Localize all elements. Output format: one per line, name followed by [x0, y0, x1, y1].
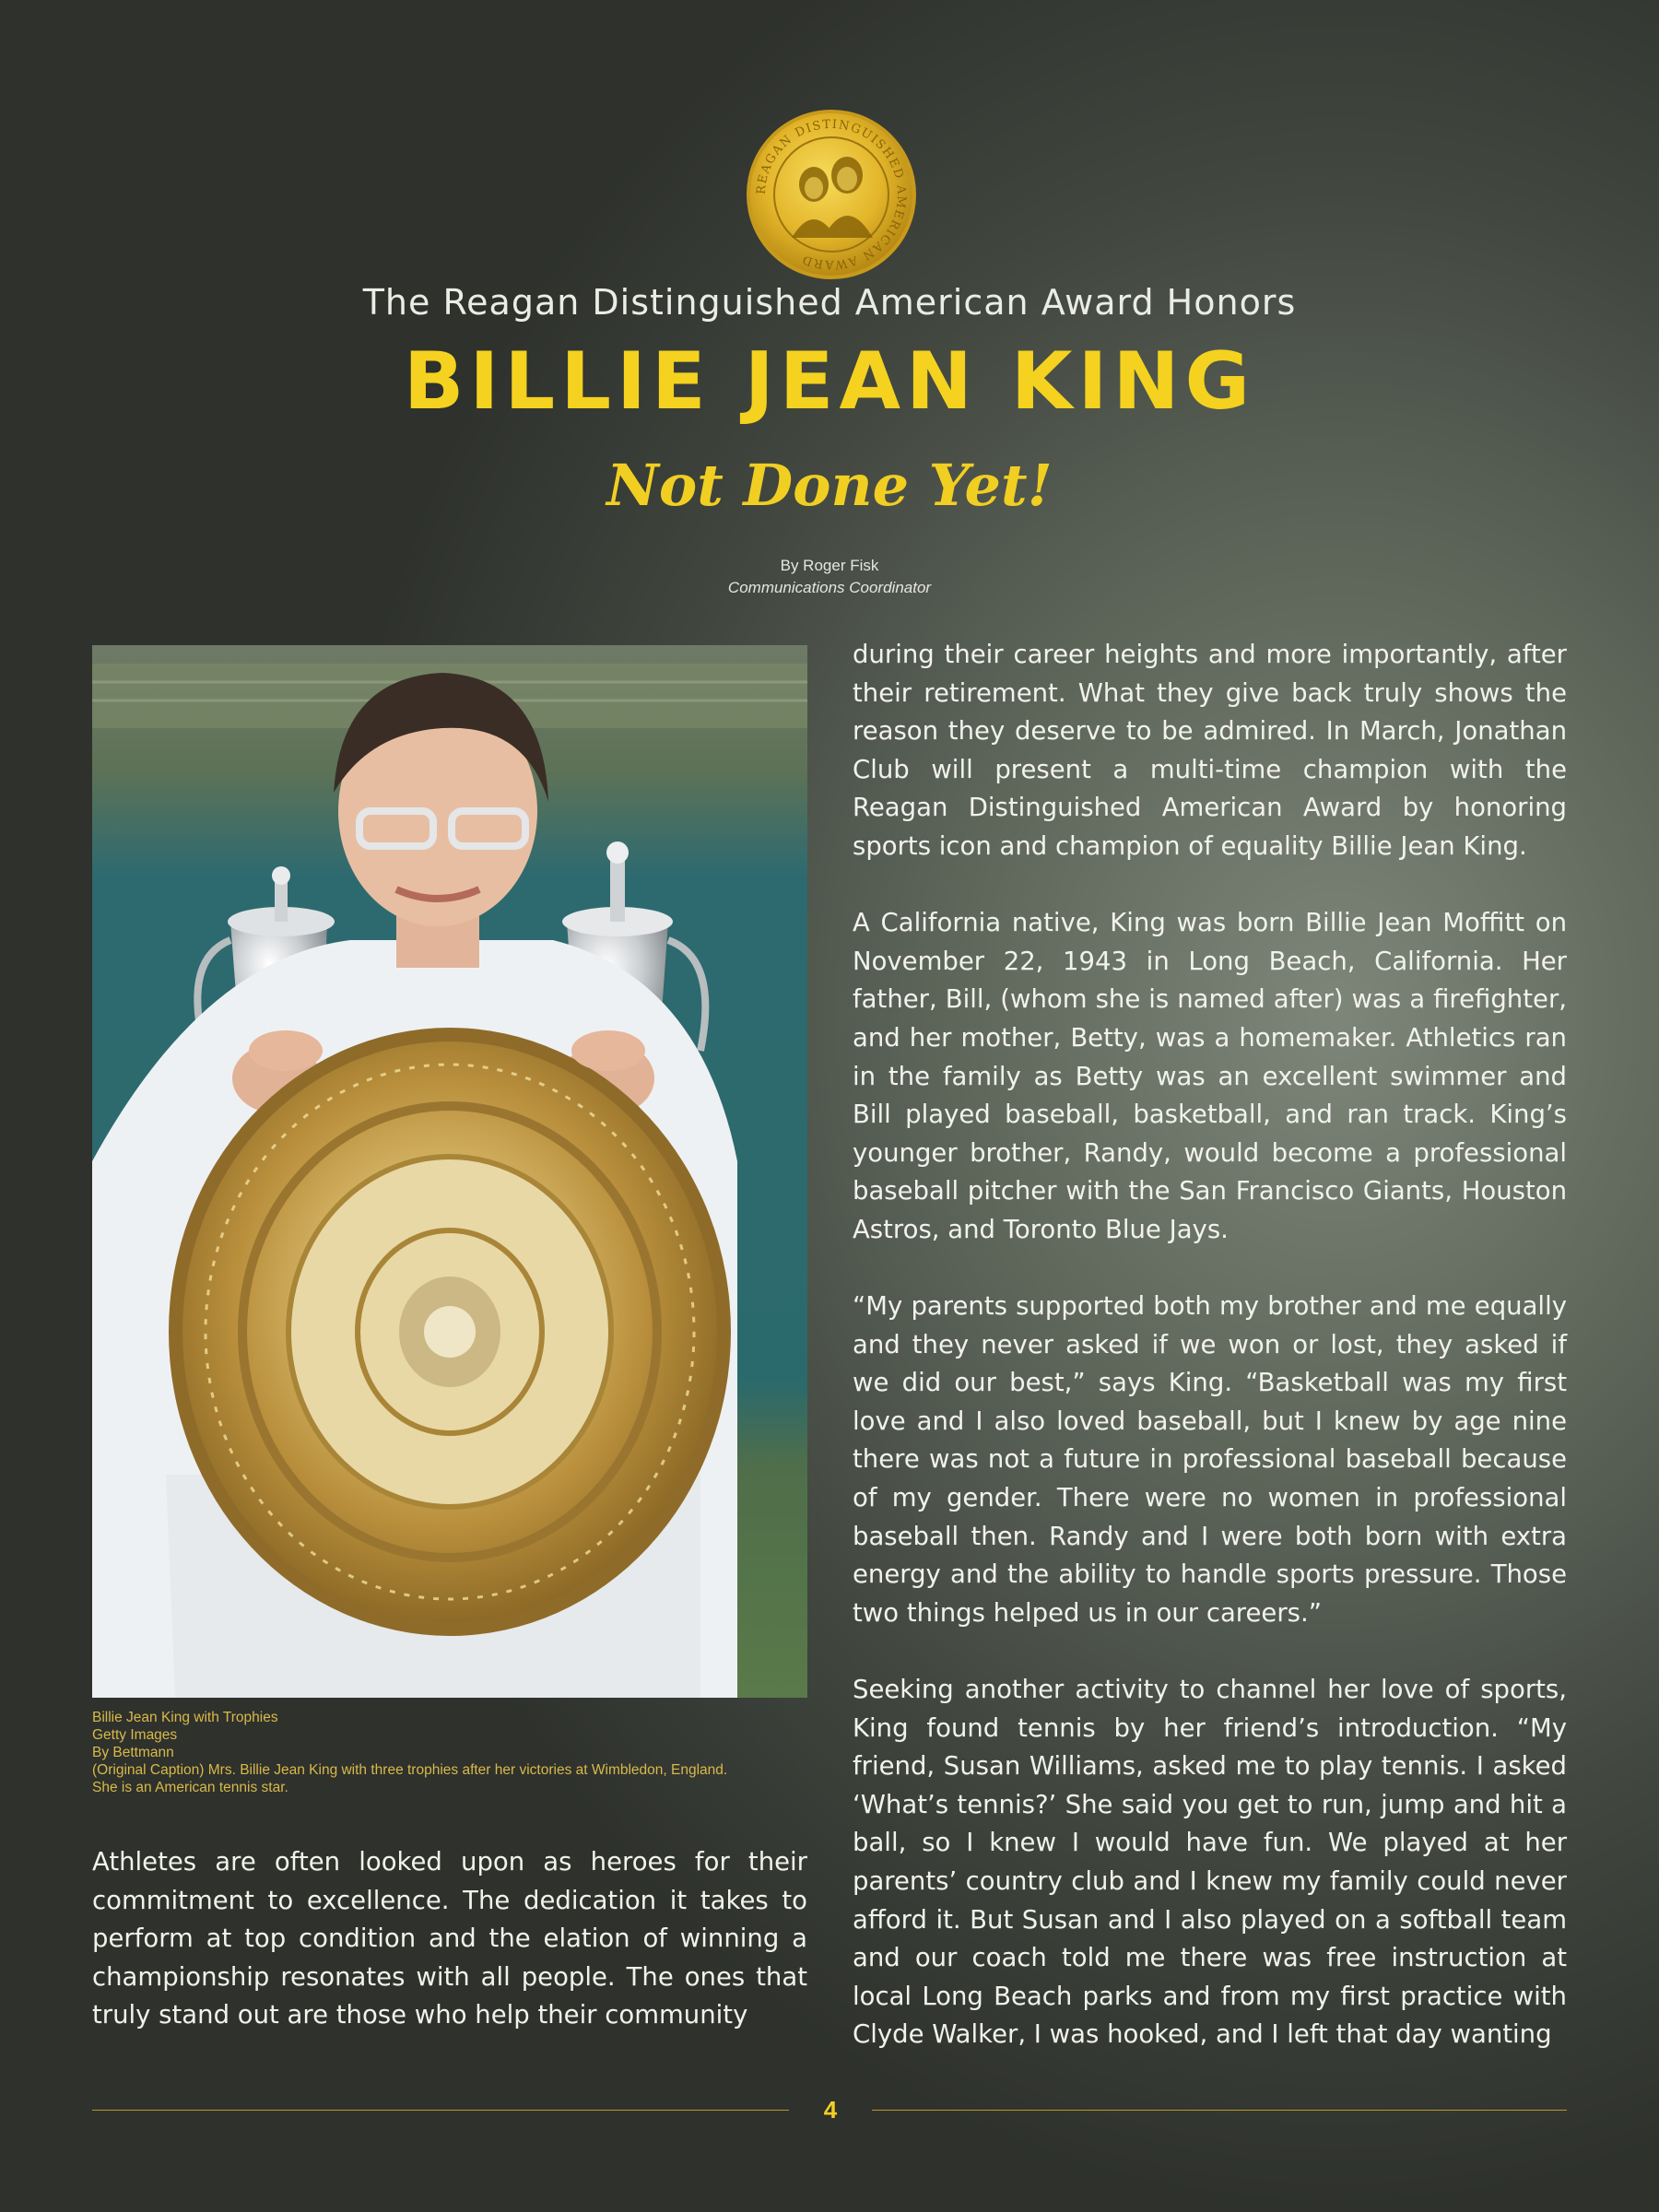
- article-column-left: [92, 1843, 807, 2035]
- byline: [0, 555, 1659, 599]
- article-subtitle: Not Done Yet!: [606, 452, 1053, 519]
- billie-jean-king-trophies-photo: [92, 645, 807, 1698]
- footer-divider: [92, 2110, 789, 2111]
- byline-role: Communications Coordinator: [727, 579, 932, 596]
- caption-line: Getty Images: [92, 1727, 178, 1743]
- article-column-right: [853, 636, 1567, 2054]
- article-paragraph: “My parents supported both my brother and me equally and they never asked if we won or lost, they asked if we did our best,” says King. “Basketball was my first love and I also loved baseball, but I knew by age nine there was not a future in professional baseball because of my gender. There were no women in professional baseball then. Randy and I were both born with extra energy and the ability to handle sports pressure. Those two things helped us in our careers.”: [853, 1291, 1567, 1628]
- award-seal-logo: [746, 109, 917, 280]
- page-number: 4: [823, 2096, 838, 2124]
- article-paragraph: during their career heights and more importantly, after their retirement. What they give back truly shows the reason they deserve to be admired. In March, Jonathan Club will present a multi-time champion with the Reagan Distinguished American Award by honoring sports icon and champion of equality Billie Jean King.: [853, 640, 1567, 861]
- caption-line: She is an American tennis star.: [92, 1780, 288, 1795]
- page-title: BILLIE JEAN KING: [403, 335, 1256, 428]
- footer-divider: [872, 2110, 1567, 2111]
- caption-line: Billie Jean King with Trophies: [92, 1710, 278, 1725]
- award-kicker: The Reagan Distinguished American Award Honors: [362, 282, 1297, 323]
- caption-line: By Bettmann: [92, 1745, 174, 1760]
- article-paragraph: Seeking another activity to channel her love of sports, King found tennis by her friend’s introduction. “My friend, Susan Williams, asked me to play tennis. I asked ‘What’s tennis?’ She said you get to run, jump and hit a ball, so I knew I would have fun. We played at her parents’ country club and I knew my family could never afford it. But Susan and I also played on a softball team and our coach told me there was free instruction at local Long Beach parks and from my first practice with Clyde Walker, I was hooked, and I left that day wanting: [853, 1675, 1567, 2050]
- photo-caption: [92, 1709, 811, 1796]
- seal-text: REAGAN DISTINGUISHED AMERICAN AWARD: [754, 117, 909, 272]
- article-paragraph: Athletes are often looked upon as heroes for their commitment to excellence. The dedication it takes to perform at top condition and the elation of winning a championship resonates with all people. The ones that truly stand out are those who help their community: [92, 1847, 807, 2030]
- article-paragraph: A California native, King was born Billie Jean Moffitt on November 22, 1943 in Long Beach, California. Her father, Bill, (whom she is named after) was a firefighter, and her mother, Betty, was a homemaker. Athletics ran in the family as Betty was an excellent swimmer and Bill played baseball, basketball, and ran track. King’s younger brother, Randy, would become a professional baseball pitcher with the San Francisco Giants, Houston Astros, and Toronto Blue Jays.: [853, 908, 1567, 1244]
- byline-author: By Roger Fisk: [780, 557, 879, 574]
- caption-line: (Original Caption) Mrs. Billie Jean King with three trophies after her victories at Wimbledon, England.: [92, 1762, 728, 1778]
